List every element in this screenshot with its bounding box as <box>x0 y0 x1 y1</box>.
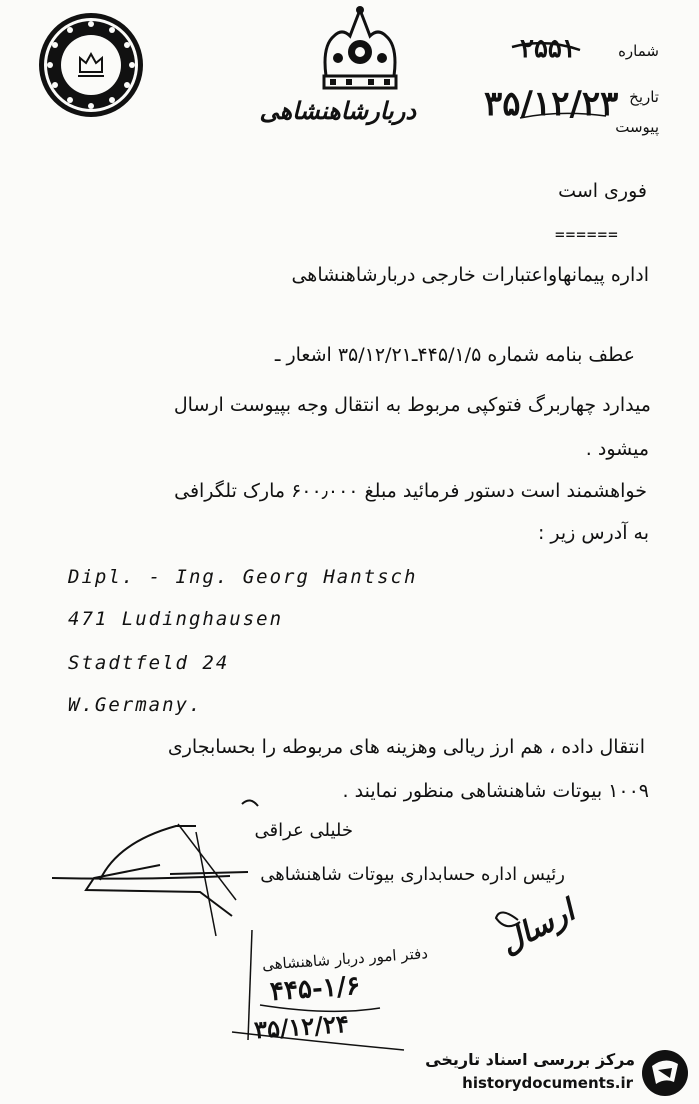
paragraph-line-3: میشود . <box>585 438 649 460</box>
court-title: دربارشاهنشاهی <box>259 96 416 125</box>
separator-line: ====== <box>555 225 619 244</box>
pahlavi-seal-icon <box>36 10 146 120</box>
signer-name: خلیلی عراقی <box>254 820 353 841</box>
crown-icon <box>312 6 408 98</box>
archive-website: historydocuments.ir <box>462 1074 633 1092</box>
archive-name: مرکز بررسی اسناد تاریخی <box>425 1050 635 1069</box>
paragraph-line-5: به آدرس زیر : <box>537 522 649 544</box>
number-value: ۲۵۵۱ <box>520 34 576 64</box>
address-line-1: Dipl. - Ing. Georg Hantsch <box>68 566 418 588</box>
address-line-2: 471 Ludinghausen <box>68 608 284 630</box>
paragraph-line-1: عطف بنامه شماره ۴۴۵/۱/۵ـ۳۵/۱۲/۲۱ اشعار ـ <box>274 344 635 366</box>
address-line-3: Stadtfeld 24 <box>68 652 230 674</box>
handwritten-note: ارسال <box>494 893 581 962</box>
date-label: تاریخ <box>629 88 659 106</box>
paragraph-line-2: میدارد چهاربرگ فتوکپی مربوط به انتقال وجه بپیوست ارسال <box>173 394 651 416</box>
date-value: ۳۵/۱۲/۲۳ <box>484 84 619 124</box>
paragraph-line-6: انتقال داده ، هم ارز ریالی وهزینه های مربوطه را بحسابجاری <box>167 736 645 758</box>
stamp-number: ۴۴۵-۱/۶ <box>269 970 362 1008</box>
urgency-line: فوری است <box>558 180 647 202</box>
paragraph-line-4: خواهشمند است دستور فرمائید مبلغ ۶۰۰٫۰۰۰ مارک تلگرافی <box>174 480 647 502</box>
number-label: شماره <box>618 42 659 60</box>
archive-logo-icon <box>640 1048 690 1098</box>
stamp-title: دفتر امور دربار شاهنشاهی <box>261 944 429 974</box>
signer-title: رئیس اداره حسابداری بیوتات شاهنشاهی <box>260 864 565 885</box>
address-line-4: W.Germany. <box>68 694 203 716</box>
attachment-label: پیوست <box>615 118 659 136</box>
stamp-date: ۳۵/۱۲/۲۴ <box>253 1008 350 1045</box>
recipient-line: اداره پیمانهاواعتبارات خارجی دربارشاهنشاهی <box>291 264 649 286</box>
paragraph-line-7: ۱۰۰۹ بیوتات شاهنشاهی منظور نمایند . <box>342 780 649 802</box>
